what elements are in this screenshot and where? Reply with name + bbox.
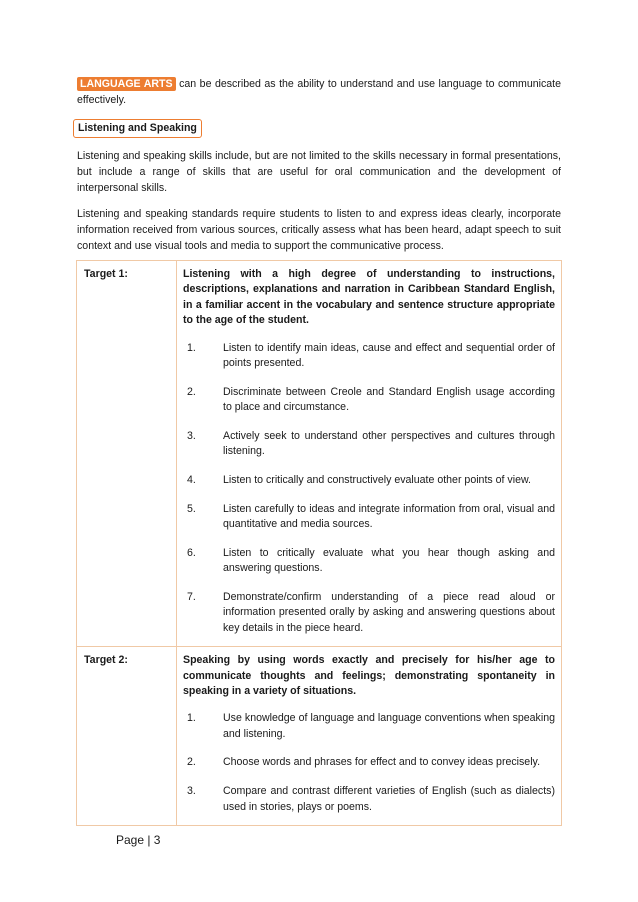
list-item: [183, 546, 555, 577]
item-number: 6.: [187, 546, 196, 559]
item-text: Discriminate between Creole and Standard English usage according to place and circumstance.: [223, 385, 555, 414]
intro-text: can be described as the ability to understand and use language to communicate effectively.: [77, 78, 561, 106]
section-heading: Listening and Speaking: [73, 119, 202, 138]
item-text: Actively seek to understand other perspectives and cultures through listening.: [223, 429, 555, 458]
intro-paragraph: [77, 76, 561, 108]
list-item: [183, 473, 555, 488]
target-item-list: [183, 711, 555, 815]
item-text: Listen to identify main ideas, cause and effect and sequential order of points presented.: [223, 341, 555, 370]
target-heading: Speaking by using words exactly and precisely for his/her age to communicate thoughts and feelings; demonstrating spontaneity in speaking in a variety of situations.: [183, 654, 555, 697]
target-content: [177, 261, 562, 647]
list-item: [183, 711, 555, 742]
item-number: 5.: [187, 502, 196, 515]
target-heading: Listening with a high degree of understanding to instructions, descriptions, explanations and narration in Caribbean Standard English, in a familiar accent in the vocabulary and sentence structure appropriate to the age of the student.: [183, 268, 555, 327]
target-content: [177, 647, 562, 826]
list-item: [183, 590, 555, 636]
list-item: [183, 755, 555, 770]
item-number: 4.: [187, 473, 196, 486]
item-text: Choose words and phrases for effect and to convey ideas precisely.: [223, 756, 541, 769]
item-text: Compare and contrast different varieties of English (such as dialects) used in stories, plays or poems.: [223, 785, 555, 813]
targets-table: [76, 260, 562, 826]
item-number: 3.: [187, 785, 196, 798]
target-item-list: [183, 341, 555, 636]
paragraph-skills: Listening and speaking skills include, but are not limited to the skills necessary in formal presentations, but include a range of skills that are useful for oral communication and the development of interpersonal skills.: [77, 150, 561, 194]
item-text: Demonstrate/confirm understanding of a piece read aloud or information presented orally by asking and answering questions about key details in the piece heard.: [223, 590, 555, 634]
item-number: 7.: [187, 590, 196, 603]
list-item: [183, 429, 555, 460]
item-number: 2.: [187, 385, 196, 398]
language-arts-highlight: LANGUAGE ARTS: [77, 77, 176, 91]
item-number: 1.: [187, 341, 196, 354]
target-label: Target 2:: [77, 647, 177, 826]
item-text: Listen to critically evaluate what you hear though asking and answering questions.: [223, 546, 555, 575]
item-number: 2.: [187, 756, 196, 769]
item-number: 3.: [187, 429, 196, 442]
target-label: Target 1:: [77, 261, 177, 647]
list-item: [183, 341, 555, 372]
item-number: 1.: [187, 712, 196, 725]
list-item: [183, 385, 555, 416]
list-item: [183, 784, 555, 815]
list-item: [183, 502, 555, 533]
item-text: Use knowledge of language and language conventions when speaking and listening.: [223, 712, 555, 740]
item-text: Listen to critically and constructively evaluate other points of view.: [223, 473, 531, 486]
item-text: Listen carefully to ideas and integrate information from oral, visual and quantitative and media sources.: [223, 502, 555, 531]
page-number: Page | 3: [116, 833, 161, 847]
target-row: [77, 647, 562, 826]
paragraph-standards: Listening and speaking standards require students to listen to and express ideas clearly, incorporate information received from various sources, critically assess what has been heard, adapt speech to suit context and use visual tools and media to support the communicative process.: [77, 208, 561, 252]
target-row: [77, 261, 562, 647]
